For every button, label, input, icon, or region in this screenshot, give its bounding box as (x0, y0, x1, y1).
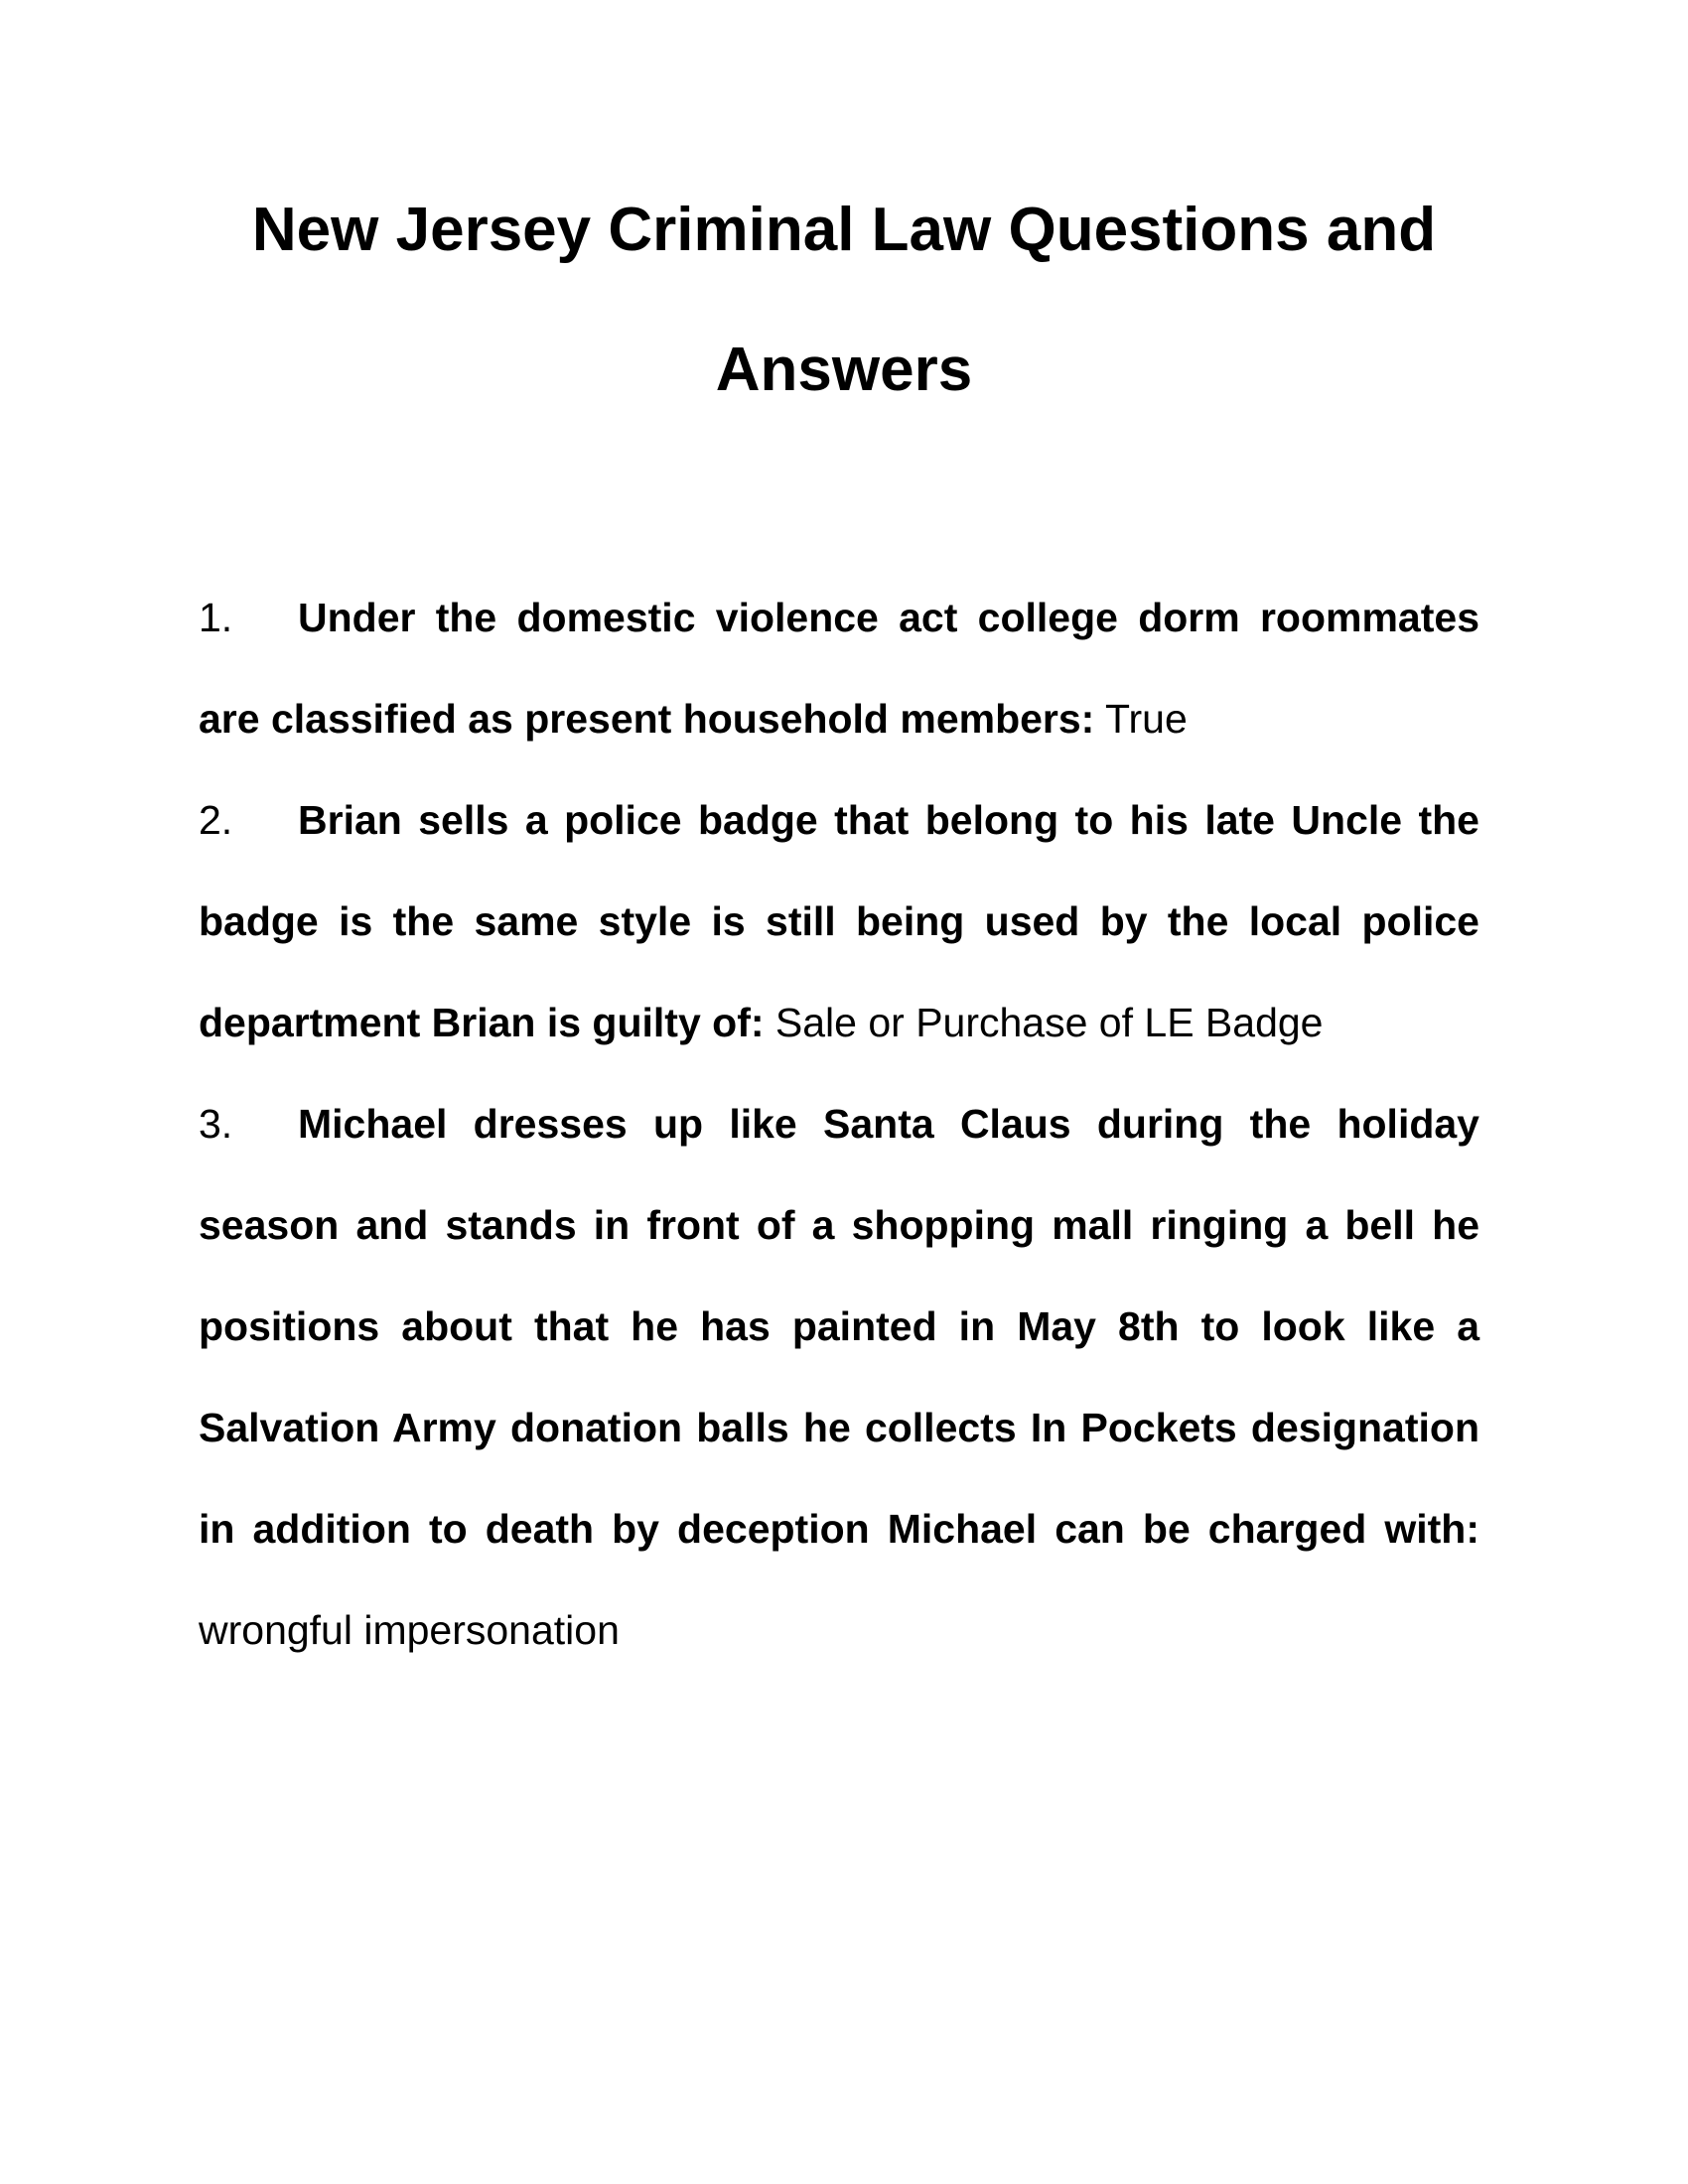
answer-text: wrongful impersonation (199, 1607, 620, 1653)
document-title-line-2: Answers (715, 336, 973, 404)
question-item-2 (199, 769, 1479, 1073)
question-number: 1. (199, 595, 233, 640)
question-number: 2. (199, 797, 233, 843)
answer-text: Sale or Purchase of LE Badge (774, 1000, 1324, 1045)
question-text: Brian sells a police badge that belong to his late Uncle the badge is the same style is still being used by the local police department Brian is guilty of: (199, 797, 1479, 1045)
answer-text: True (1105, 696, 1188, 742)
question-list (199, 567, 1479, 1681)
question-text: Michael dresses up like Santa Claus during the holiday season and stands in front of a shopping mall ringing a bell he positions about that he has painted in May 8th to look like a Salvation Army donation balls he collects In Pockets designation in addition to death by deception Michael can be charged with: (199, 1101, 1479, 1552)
question-item-3 (199, 1073, 1479, 1681)
document-title-line-1: New Jersey Criminal Law Questions and (251, 196, 1437, 264)
question-text: Under the domestic violence act college dorm roommates are classified as present household members: (199, 595, 1479, 742)
question-number: 3. (199, 1101, 233, 1147)
question-item-1 (199, 567, 1479, 769)
